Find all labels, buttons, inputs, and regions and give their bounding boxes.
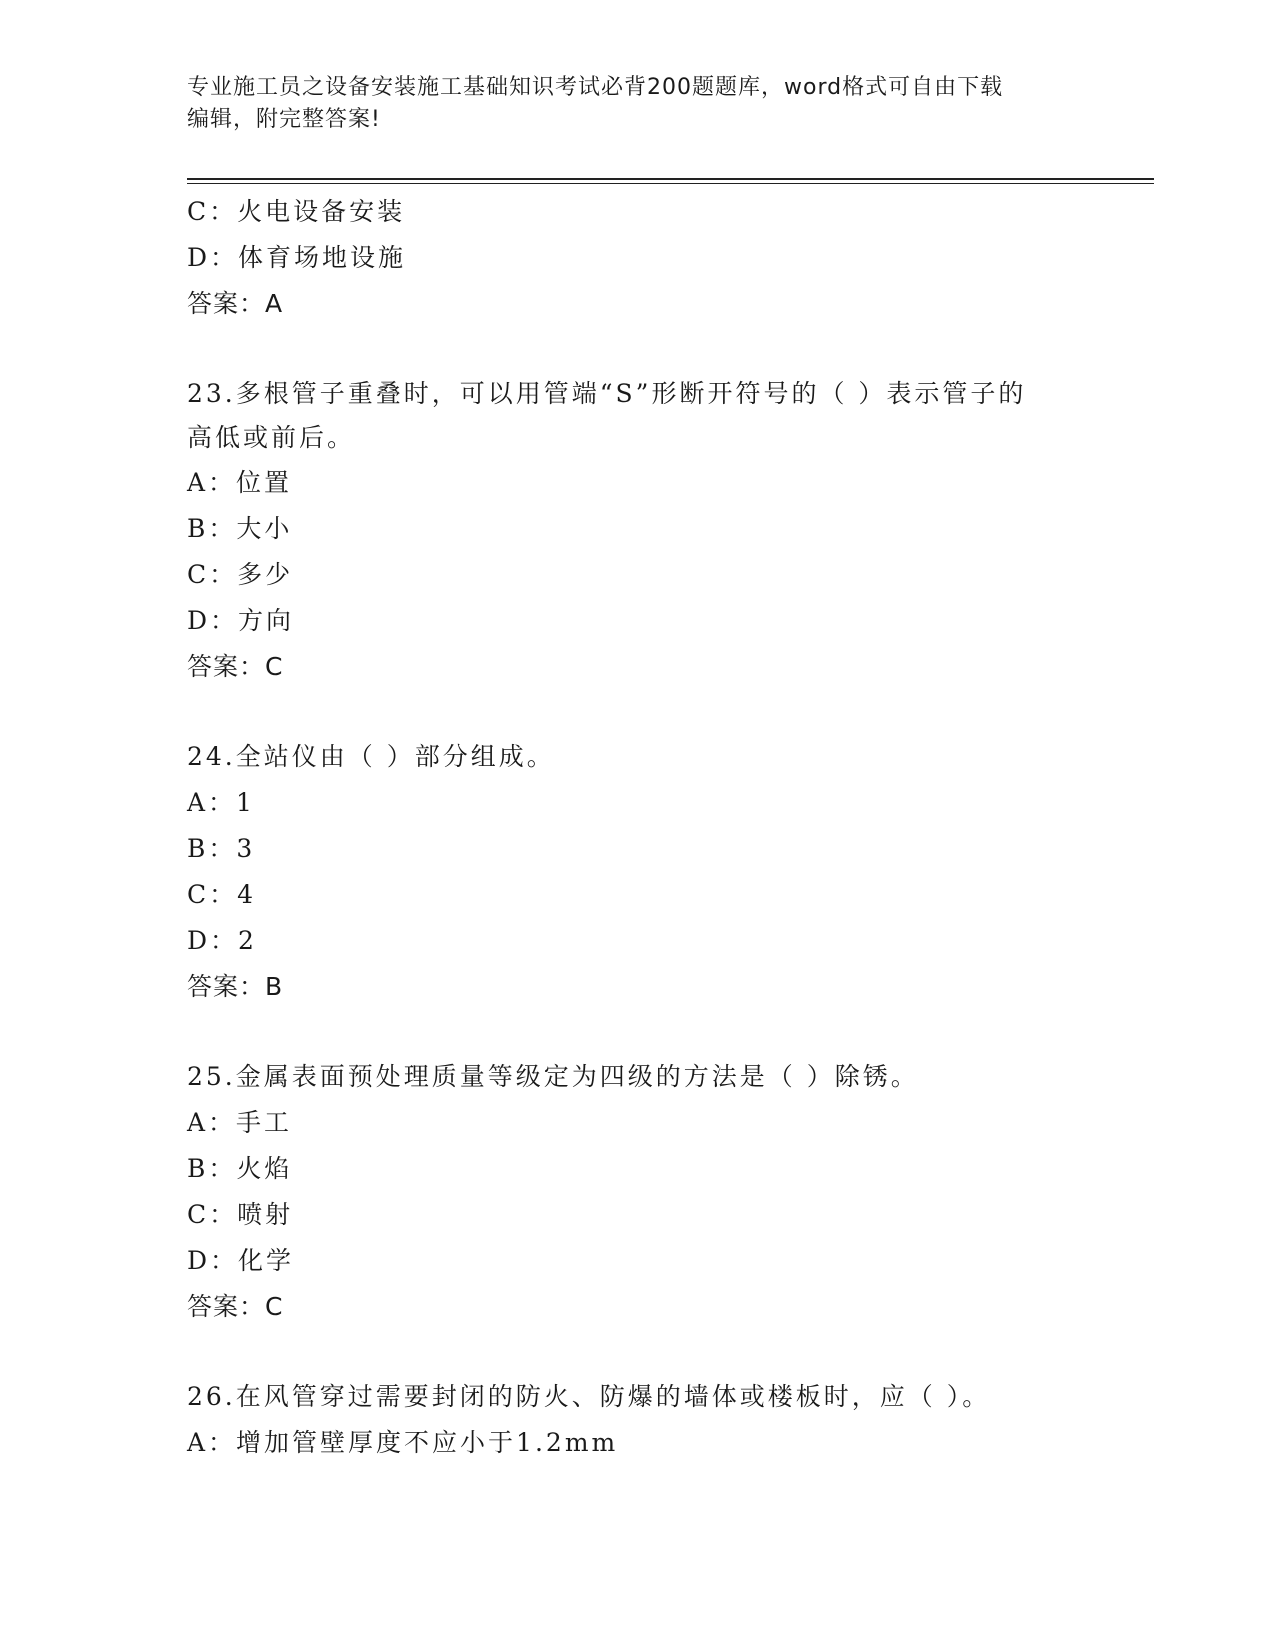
question-25 [187,1054,1087,1330]
answer: 答案：C [187,652,284,681]
option-d: D：化学 [187,1246,295,1275]
question-text: 25.金属表面预处理质量等级定为四级的方法是（ ）除锈。 [187,1062,919,1091]
header-divider-thick [187,178,1154,180]
option-c: C：火电设备安装 [187,197,406,226]
question-text: 26.在风管穿过需要封闭的防火、防爆的墙体或楼板时，应（ ）。 [187,1382,991,1411]
option-c: C：4 [187,880,257,909]
option-b: B：火焰 [187,1154,293,1183]
option-d: D：方向 [187,606,295,635]
option-c: C：喷射 [187,1200,294,1229]
option-a: A：手工 [187,1108,293,1137]
option-d: D：体育场地设施 [187,243,407,272]
question-22-tail [187,189,1087,327]
option-b: B：3 [187,834,256,863]
document-header [187,72,1067,136]
option-a: A：位置 [187,468,293,497]
header-line-2: 编辑，附完整答案! [187,107,381,132]
question-text-line-1: 23.多根管子重叠时，可以用管端“S”形断开符号的（ ）表示管子的 [187,379,1027,408]
answer: 答案：C [187,1292,284,1321]
question-26 [187,1374,1087,1466]
header-divider-thin [187,183,1154,184]
question-text [187,371,1087,460]
option-a: A：1 [187,788,255,817]
question-23 [187,371,1087,690]
question-list [187,189,1087,1466]
header-line-1: 专业施工员之设备安装施工基础知识考试必背200题题库，word格式可自由下载 [187,75,1004,100]
answer: 答案：A [187,289,284,318]
option-d: D：2 [187,926,257,955]
answer: 答案：B [187,972,284,1001]
option-a: A：增加管壁厚度不应小于1.2mm [187,1428,619,1457]
option-c: C：多少 [187,560,294,589]
option-b: B：大小 [187,514,293,543]
question-24 [187,734,1087,1010]
question-text-line-2: 高低或前后。 [187,423,356,452]
question-text: 24.全站仪由（ ）部分组成。 [187,742,555,771]
